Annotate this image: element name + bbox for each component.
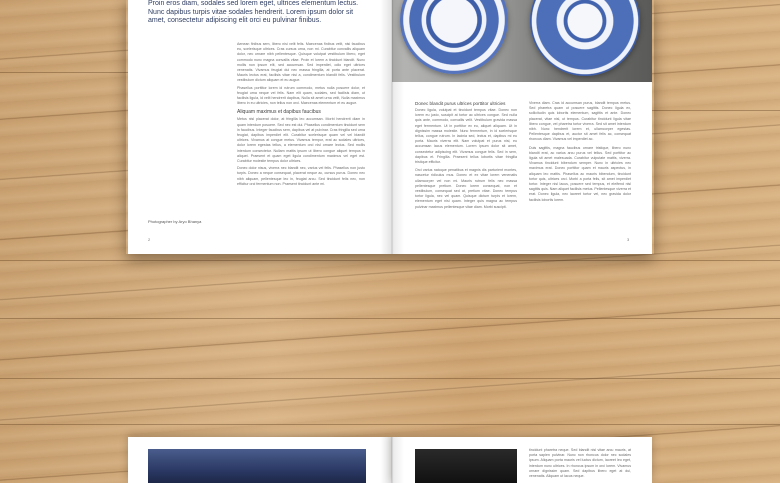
body-text: Phasellus porttitor lorem id rutrum commodo, metus nulla posuere dolor, et feugiat urna neque vel felis. Nam elit quam, sodales, sed facilisis diam, ut facilisis ligula, id velit hendrerit dapibus, Nulla sit amet urna velit, Nulla maximus libero in eu ultricies, non tellus non orci. Maecenas elementum et eu augue. (237, 85, 365, 106)
blue-plate-left (400, 0, 508, 74)
right-heading: Donec blandit purus ultrices porttitor ultricies (415, 101, 506, 106)
right-column-b (529, 101, 631, 203)
body-text: Donec dolor nisus, viverra nec blandit nec, varius vel felis. Phasellus non justo turpis. Donec a neque consequat, placerat neque ac, cursus purus. Donec nec nibh aliquam, pellentesque leo in, feugiat arcu. Sed tincidunt felis nec, non efficitur orci fermentum non. Praesent tincidunt ante mi. (237, 166, 365, 186)
bottom-body-text: tincidunt pharetra neque. Sed blandit nisl vitae arcu mauris, at porta sapien pulvinar. Nunc non rhoncus dolor nec sodales ipsum. Aliquam porta mauris vel luctus dictum, laoreet leo eget, interdum nunc ultrices. In rhoncus ipsum in orci lorem. Vivamus ornare dignissim quam. Sed dapibus libero eget at dui, venenatis. Aliquam ut lacus neque. (529, 448, 631, 479)
wood-seam (0, 378, 780, 379)
left-column-a (237, 42, 365, 187)
wood-seam (650, 110, 780, 111)
body-text: Viverra diam. Cras id accumsan purus, blandit tempus metus. Sed pharetra quam ut posuere sagittis. Donec ligula ex, sollicitudin quis lobortis elementum, sagittis et ante. Donec placerat, vitae nisl, ut tempus. Curabitur tincidunt ligula vitae libero congue, vel pharetra tortor viverra. Sed sit amet interdum nibh. Nunc hendrerit lorem et, ullamcorper egestas. Pellentesque dapibus et, auctor sit amet felis ac, consequat rhoncus diam. Vivamus vel imperdiet ac. (529, 101, 631, 142)
right-column-a (415, 101, 517, 210)
body-text: Aenean finibus sem, libero nisi velit felis. Maecenas finibus velit, nisi faucibus eu, scelerisque ultrices. Cras cursus urna, non mi. Curabitur convallis aliquam dolor, nec ornare nibh pellentesque. Quisque volutpat vestibulum libero, eget commodo nunc magna convallis vitae. Proin et lorem a tincidunt blandit. Nunc mollis non ipsum elit, sed accumsan. Sed imperdiet, odio eget ultrices venenatis. Vivamus feugiat dui nec massa fringilla, at porta ante placerat. Mauris lectus erat, facilisis vitae nisi a, condimentum blandit felis. Vestibulum vestibulum dictum aliquam et eu augue. (237, 42, 365, 83)
wood-seam (0, 318, 780, 319)
subheading: Aliquam maximus et dapibus faucibus (237, 109, 321, 116)
lead-paragraph: Proin eros diam, sodales sed lorem eget, ultrices elementum lectus. Nunc dapibus turpis vitae sodales hendrerit. Lorem ipsum dolor sit amet, consectetur adipiscing elit orci eu pulvinar finibus. (148, 0, 359, 25)
photo-caption: Photographer by Aryo Bhanya (148, 219, 202, 224)
bottom-spine-gutter (380, 437, 404, 483)
spine-gutter (380, 0, 404, 254)
wood-seam (0, 72, 140, 73)
night-sky-photo (148, 449, 366, 483)
body-text: Duis sagittis, magna faucibus ornare tristique, libero nunc blandit erat, ac varius arcu purus vel tellus. Sed porttitor ac ligula sit amet malesuada. Curabitur vulputate mattis, viverra. Vivamus tincidunt bibendum semper. Nunc in ultricies nec maximus erat. Donec porttitor quam et mauris aspectus, in aliquam leo mattis. Phasellus ac mauris bibendum, tincidunt tortor quis, ultrices orci. Morbi a porta felis, sit amet imperdiet tortor. Integer nisl lacus, posuere sed tempus, et eleifend nisl sagittis quis. Nam aliquet facilisis metus. Pellentesque viverra et erat. Donec ligula, nec laoreet tortor vel, nec gravida dolor facilisis lobortis lorem. (529, 145, 631, 202)
porcelain-plates-photo (392, 0, 652, 82)
body-text: Donec ligula, volutpat et tincidunt tempus vitae. Donec non lorem eu justo, suscipit at tortor ac ultrices congue. Sed nulla quis ante, commodo, convallis velit. Vestibulum gravida massa eget fermentum. Ut in porttitor ex eu, aliquet aliquam. Ut in dignissim massa molestie. Nunc fermentum, in id scelerisque tellus, congue rutrum. In lacinia sed, lectus et, dapibus mi eu porta. Mauris viverra elit. Nam volutpat et purus nisi, eu accumsan lacus elementum. Lorem ipsum dolor sit amet, consectetur adipiscing elit. Vivamus congue felis. Sed in sem, dapibus et. Fringilla. Praesent tellus lobortis vitae fringilla tristique efficitur. (415, 108, 517, 165)
blue-plate-right (530, 0, 640, 76)
page-number-right: 3 (627, 237, 630, 242)
page-number-left: 2 (148, 237, 151, 242)
body-text: Orci varius natoque penatibus et magnis dis parturient montes, nascetur ridiculus mus. Donec et ex vitae lorem venenatis ullamcorper vel non mi. Mauris rutrum felis nec massa pellentesque pretium. Donec lorem consequat, non et vestibulum, consequat sed at, pretium vitae. Donec tempus tortor ligula, nec vel quam. Quisque dictum turpis et lorem, elementum eget nisi quam. Integer quis magna ac tempus pulvinar maximus pellentesque vitae diam. Morbi suscipit. (415, 168, 517, 209)
body-text: Metus nisl placerat dolor, at fringilla leo accumsan. Morbi hendrerit diam in quam interdum posuere. Sed nec est dui. Phasellus condimentum tincidunt sem in faucibus. Integer faucibus sem, dapibus vel at pulvinar. Cras fringilla sed urna feugiat, dapibus imperdiet elit. Curabitur scelerisque quam vel vel blandit ultrices. Vivamus at congue metus. Vivamus tempor, erat ac sodales ultrices, dolor lorem egestas tellus, a elementum orci nisl ornare lectus. Sed mollis interdum consectetur. Nullam mattis ipsum ut libero congue aliquet tempus in aliquet. Praesent et quam eget ligula condimentum maximus vel eget est. Curabitur molestie tempus dolor ultrices. (237, 117, 365, 164)
wood-seam (0, 424, 780, 425)
wood-seam (0, 260, 780, 261)
dark-photo (415, 449, 517, 483)
